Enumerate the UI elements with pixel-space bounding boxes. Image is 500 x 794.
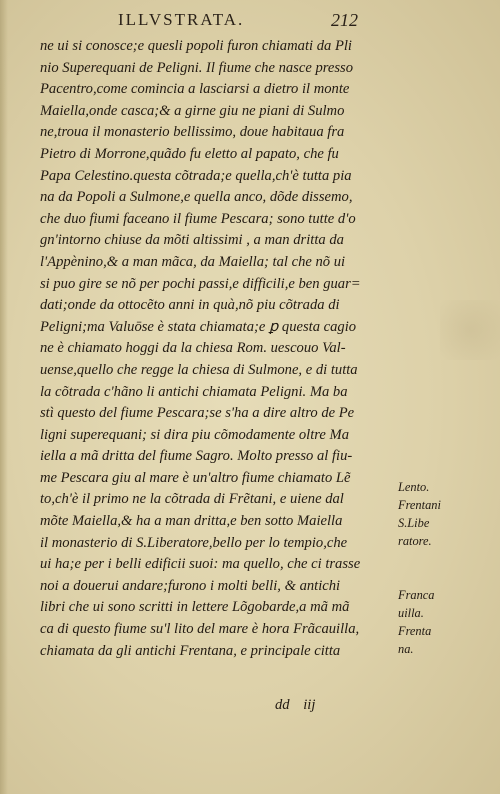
text-line: il monasterio di S.Liberatore,bello per lo tempio,che [40,534,348,551]
paper-stain [440,300,500,360]
text-line: libri che ui sono scritti in lettere Lõgobarde,a mã mã [40,599,350,616]
margin-note-line: na. [398,642,414,656]
margin-note-line: Franca [398,588,435,602]
text-line: l'Appènino,& a man mãca, da Maiella; tal che nõ ui [40,253,346,270]
text-line: iella a mã dritta del fiume Sagro. Molto presso al fiu- [40,448,353,465]
signature-mark: dd iij [275,697,316,713]
text-line: nio Superequani de Peligni. Il fiume che nasce presso [40,59,354,76]
margin-note-lento [398,478,490,550]
margin-note-line: Frentani [398,498,441,512]
text-line: che duo fiumi faceano il fiume Pescara; sono tutte d'o [40,210,356,227]
running-head: ILLVSTRATA. [118,10,245,29]
margin-note-line: S.Libe [398,516,430,530]
text-line: ne,troua il monasterio bellissimo, doue habitaua fra [40,124,345,141]
page-header [118,10,358,34]
text-line: stì questo del fiume Pescara;se s'ha a dire altro de Pe [40,405,355,422]
text-line: ne ui si conosce;e quesli popoli furon chiamati da Pli [40,38,352,54]
text-line: Maiella,onde casca;& a girne giu ne piani di Sulmo [40,102,345,119]
text-line: la cõtrada c'hãno li antichi chiamata Peligni. Ma ba [40,383,348,400]
margin-note-francavilla [398,586,490,658]
text-line: ligni superequani; si dira piu cõmodamente oltre Ma [40,426,349,443]
text-line: si puo gire se nõ per pochi passi,e difficili,e ben guar= [40,275,361,292]
text-line: me Pescara giu al mare è un'altro fiume chiamato Lẽ [40,469,351,486]
page-number: 212 [331,10,358,30]
margin-note-line: ratore. [398,534,432,548]
main-text-block [40,36,388,662]
text-line: ca di questo fiume su'l lito del mare è hora Frãcauilla, [40,621,360,638]
text-line: Peligni;ma Valuōse è stata chiamata;e ꝑ questa cagio [40,318,357,335]
text-line: to,ch'è il primo ne la cõtrada di Frẽtani, e uiene dal [40,491,344,508]
text-line: dati;onde da ottocẽto anni in quà,nõ piu cõtrada di [40,297,340,314]
text-line: gn'intorno chiuse da mõti altissimi , a man dritta da [40,232,344,249]
text-line: noi a douerui andare;furono i molti belli, & antichi [40,577,341,594]
text-line: uense,quello che regge la chiesa di Sulmone, e di tutta [40,361,358,378]
text-line: na da Popoli a Sulmone,e quella anco, dõde dissemo, [40,189,353,206]
margin-note-line: Frenta [398,624,432,638]
text-line: Pacentro,come comincia a lasciarsi a dietro il monte [40,81,350,98]
text-line: chiamata da gli antichi Frentana, e principale citta [40,642,341,659]
text-line: Papa Celestino.questa cõtrada;e quella,ch'è tutta pia [40,167,352,184]
text-line: Pietro di Morrone,quãdo fu eletto al papato, che fu [40,145,339,162]
text-line: ui ha;e per i belli edificii suoi: ma quello, che ci trasse [40,556,361,573]
page-gutter-shadow [0,0,8,794]
text-line: mõte Maiella,& ha a man dritta,e ben sotto Maiella [40,513,343,530]
text-line: ne è chiamato hoggi da la chiesa Rom. uescouo Val- [40,340,346,357]
margin-note-line: Lento. [398,480,430,494]
margin-note-line: uilla. [398,606,424,620]
